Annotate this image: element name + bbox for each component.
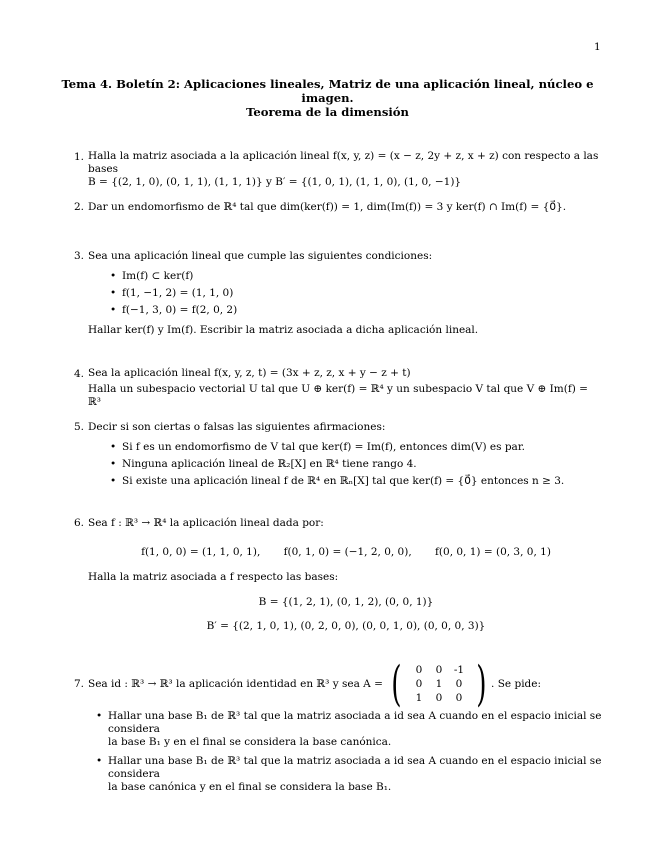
exercise-number: 1. bbox=[74, 151, 85, 163]
exercise-5-intro: Decir si son ciertas o falsas las siguientes afirmaciones: bbox=[88, 421, 386, 433]
exercise-6 bbox=[74, 516, 604, 634]
list-item: • f(−1, 3, 0) = f(2, 0, 2) bbox=[122, 304, 604, 317]
exercise-6-basis-b: B = {(1, 2, 1), (0, 1, 2), (0, 0, 1)} bbox=[258, 596, 434, 608]
document-title bbox=[40, 77, 615, 119]
matrix-cell: 0 bbox=[455, 678, 463, 690]
exercise-number: 3. bbox=[74, 250, 85, 262]
exercise-1 bbox=[74, 150, 604, 189]
exercise-6-mid: Halla la matriz asociada a f respecto las bases: bbox=[88, 571, 339, 583]
task-1-line-2: la base B₁ y en el final se considera la base canónica. bbox=[108, 736, 392, 748]
matrix-cell: 0 bbox=[455, 692, 463, 704]
exercise-number: 2. bbox=[74, 201, 85, 213]
exercise-6-basis-b-prime: B′ = {(2, 1, 0, 1), (0, 2, 0, 0), (0, 0, 1, 0), (0, 0, 0, 3)} bbox=[206, 620, 486, 632]
right-paren-icon: ) bbox=[476, 656, 487, 712]
exercise-3-conditions bbox=[88, 270, 604, 317]
exercise-5-statements bbox=[88, 441, 604, 488]
exercise-5 bbox=[74, 420, 604, 492]
task-2-line-2: la base canónica y en el final se considera la base B₁. bbox=[108, 781, 392, 793]
page-number: 1 bbox=[594, 41, 601, 53]
exercise-7-intro-post: . Se pide: bbox=[491, 677, 542, 690]
exercise-1-line-1: Halla la matriz asociada a la aplicación lineal f(x, y, z) = (x − z, 2y + z, x + z) con respecto a las bases bbox=[88, 150, 599, 175]
exercise-6-intro: Sea f : ℝ³ → ℝ⁴ la aplicación lineal dada por: bbox=[88, 517, 324, 529]
matrix-cell: 0 bbox=[435, 664, 443, 676]
exercise-2-text: Dar un endomorfismo de ℝ⁴ tal que dim(ker(f)) = 1, dim(Im(f)) = 3 y ker(f) ∩ Im(f) = {0⃗}. bbox=[88, 201, 567, 213]
exercise-7 bbox=[74, 656, 604, 798]
matrix-cell: 0 bbox=[415, 678, 423, 690]
title-line-1: Tema 4. Boletín 2: Aplicaciones lineales, Matriz de una aplicación lineal, núcleo e imagen. bbox=[61, 77, 594, 105]
exercise-3-intro: Sea una aplicación lineal que cumple las siguientes condiciones: bbox=[88, 250, 433, 262]
exercise-6-images: f(1, 0, 0) = (1, 1, 0, 1), f(0, 1, 0) = (−1, 2, 0, 0), f(0, 0, 1) = (0, 3, 0, 1) bbox=[141, 546, 551, 558]
exercise-1-line-2: B = {(2, 1, 0), (0, 1, 1), (1, 1, 1)} y B′ = {(1, 0, 1), (1, 1, 0), (1, 0, −1)} bbox=[88, 176, 462, 188]
matrix-cell: 0 bbox=[435, 692, 443, 704]
matrix-cell: -1 bbox=[453, 664, 465, 676]
exercise-4-line-2: Halla un subespacio vectorial U tal que U ⊕ ker(f) = ℝ⁴ y un subespacio V tal que V ⊕ Im(f) = ℝ³ bbox=[88, 383, 588, 408]
list-item: • Ninguna aplicación lineal de ℝ₂[X] en ℝ⁴ tiene rango 4. bbox=[122, 458, 604, 471]
task-1-line-1: • Hallar una base B₁ de ℝ³ tal que la matriz asociada a id sea A cuando en el espacio inicial se considera bbox=[108, 710, 602, 735]
exercise-3-outro: Hallar ker(f) y Im(f). Escribir la matriz asociada a dicha aplicación lineal. bbox=[88, 324, 479, 336]
exercise-4 bbox=[74, 367, 604, 409]
exercise-number: 4. bbox=[74, 368, 85, 380]
matrix-a bbox=[387, 656, 491, 712]
exercise-3 bbox=[74, 249, 604, 338]
exercise-4-line-1: Sea la aplicación lineal f(x, y, z, t) = (3x + z, z, x + y − z + t) bbox=[88, 367, 411, 379]
exercise-number: 5. bbox=[74, 421, 85, 433]
exercise-2 bbox=[74, 200, 604, 215]
title-line-2: Teorema de la dimensión bbox=[246, 105, 409, 119]
list-item: • f(1, −1, 2) = (1, 1, 0) bbox=[122, 287, 604, 300]
list-item: • Si f es un endomorfismo de V tal que ker(f) = Im(f), entonces dim(V) es par. bbox=[122, 441, 604, 454]
exercise-number: 7. bbox=[74, 677, 85, 690]
exercise-number: 6. bbox=[74, 517, 85, 529]
left-paren-icon: ( bbox=[391, 656, 402, 712]
list-item: • Si existe una aplicación lineal f de ℝ⁴ en ℝₙ[X] tal que ker(f) = {0⃗} entonces n ≥ 3. bbox=[122, 475, 604, 488]
matrix-cell: 1 bbox=[415, 692, 423, 704]
exercise-7-intro-pre: Sea id : ℝ³ → ℝ³ la aplicación identidad en ℝ³ y sea A = bbox=[88, 677, 383, 690]
exercise-7-tasks bbox=[74, 710, 604, 794]
task-2-line-1: • Hallar una base B₁ de ℝ³ tal que la matriz asociada a id sea A cuando en el espacio inicial se considera bbox=[108, 755, 602, 780]
list-item: • Im(f) ⊂ ker(f) bbox=[122, 270, 604, 283]
list-item bbox=[108, 710, 604, 749]
matrix-cell: 0 bbox=[415, 664, 423, 676]
matrix-cell: 1 bbox=[435, 678, 443, 690]
list-item bbox=[108, 755, 604, 794]
